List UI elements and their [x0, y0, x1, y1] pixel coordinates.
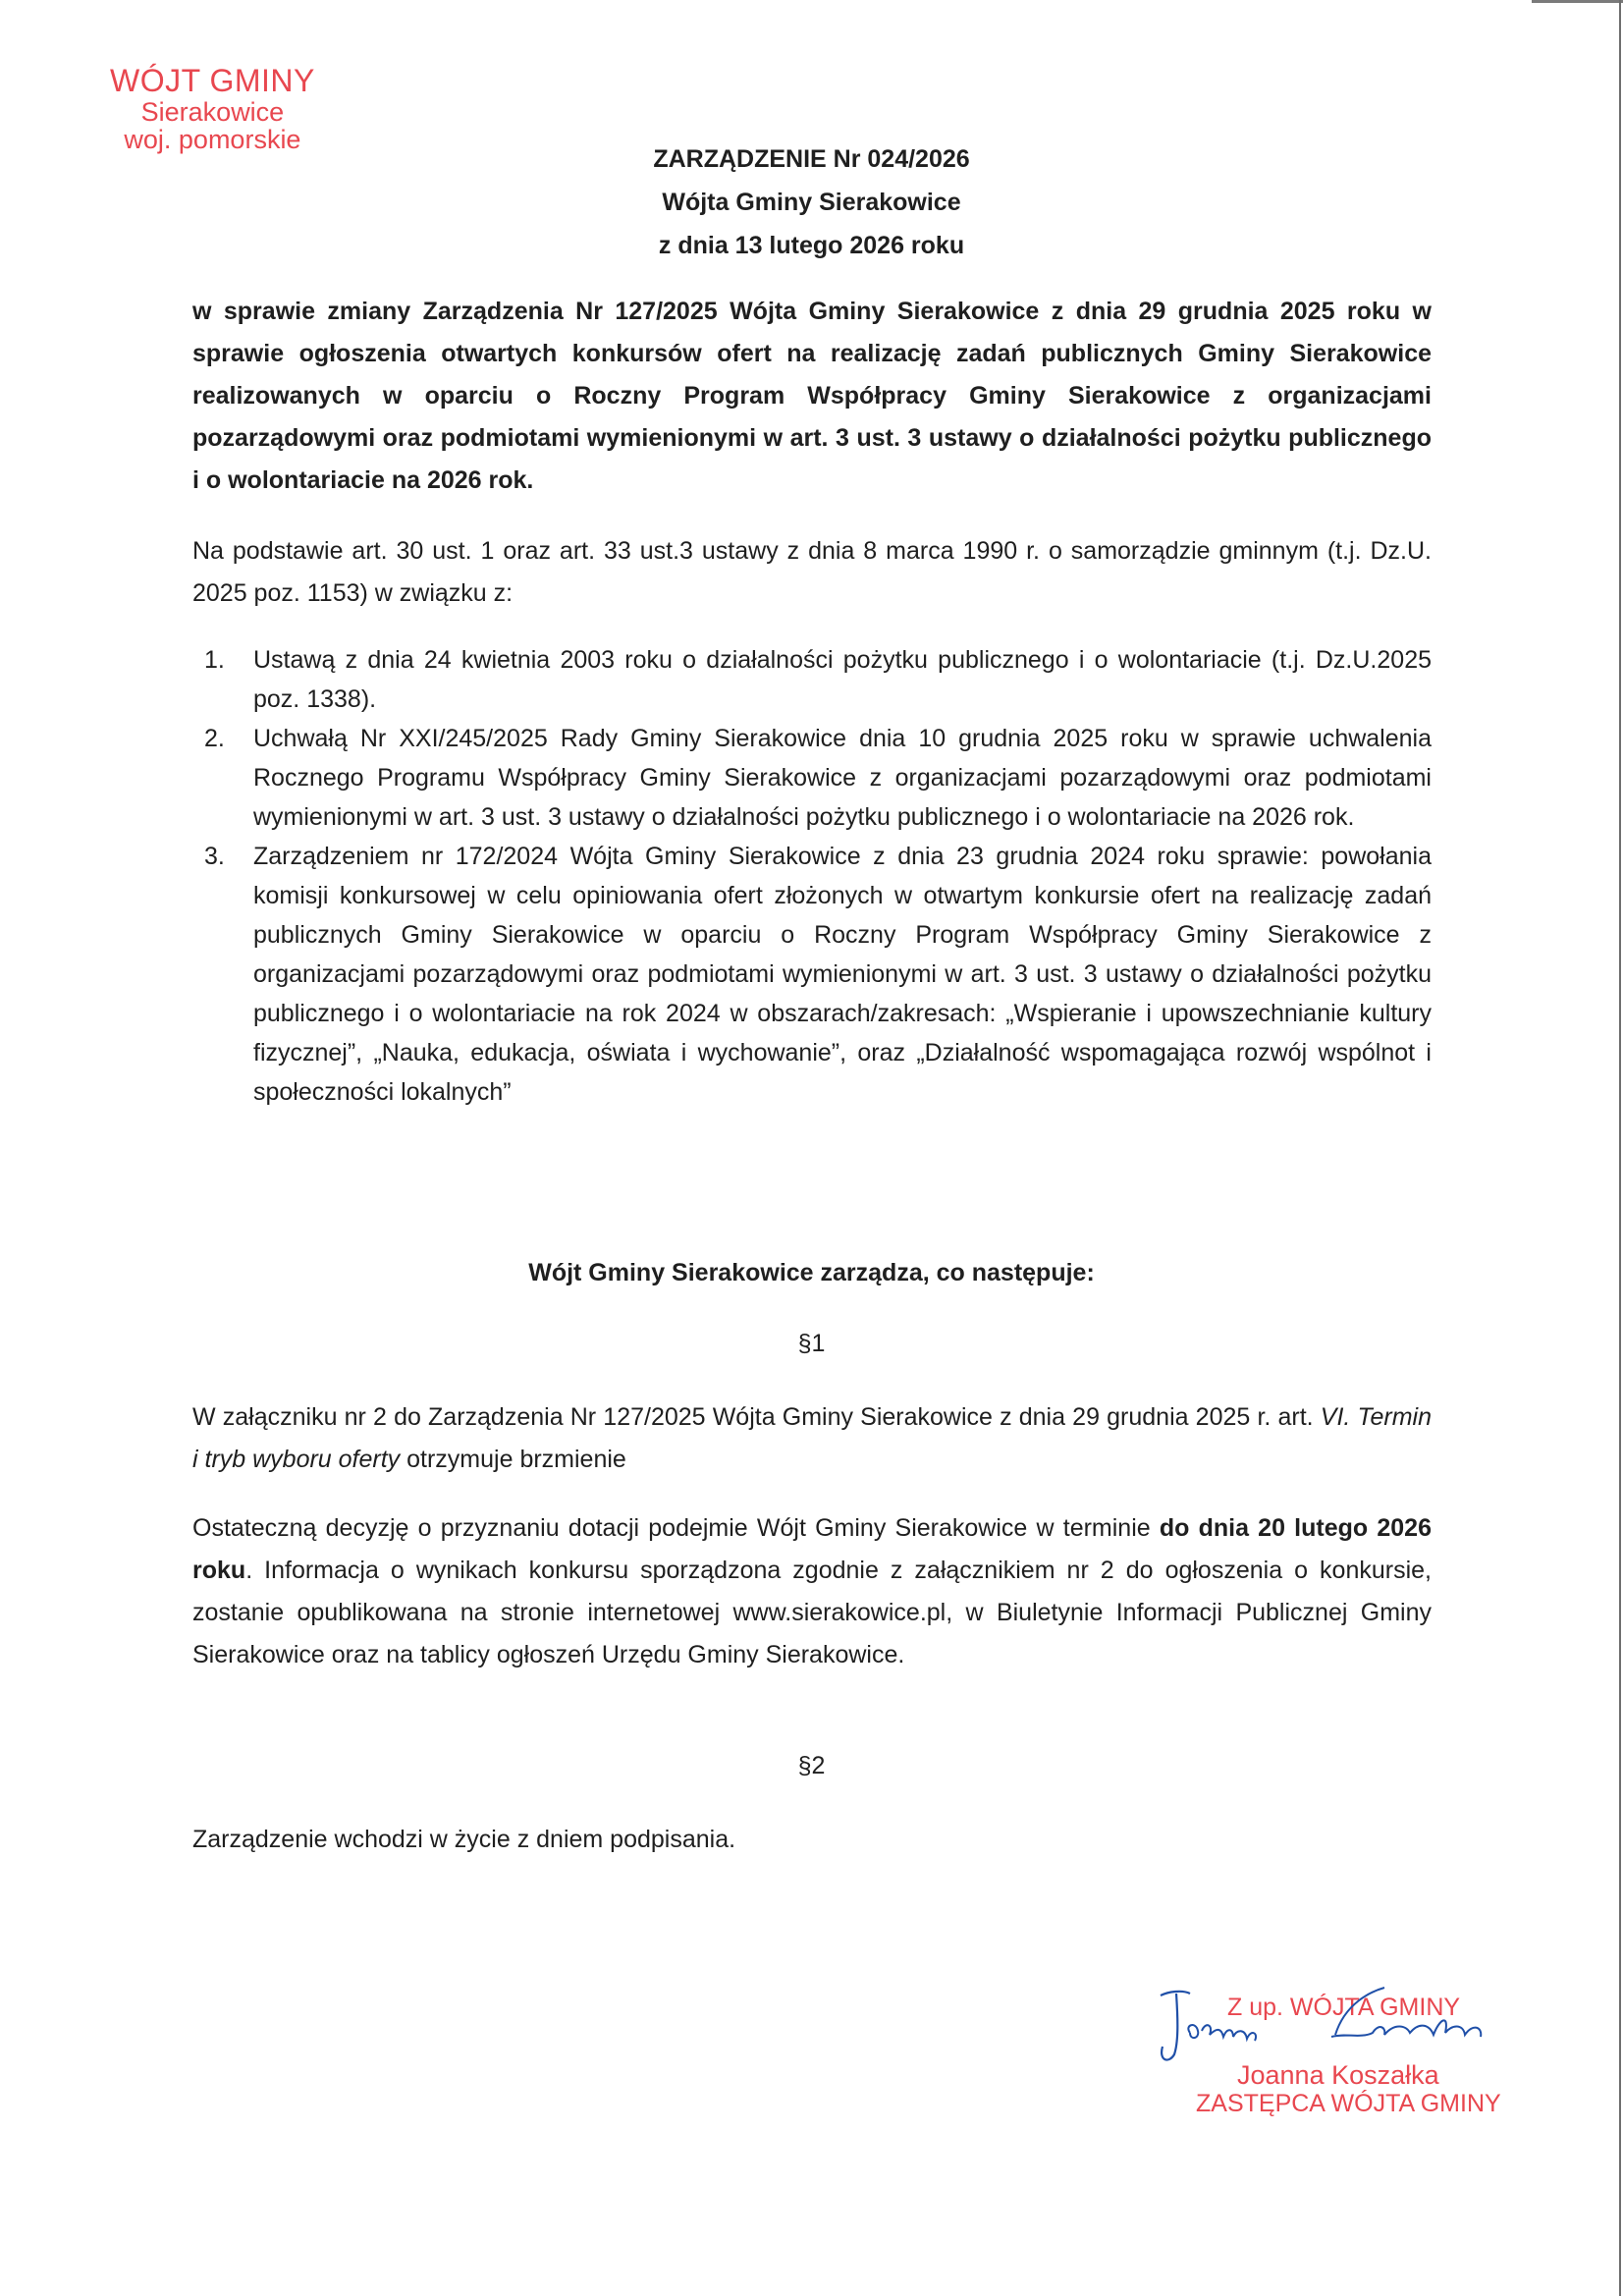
document-title: ZARZĄDZENIE Nr 024/2026 — [653, 145, 970, 173]
reference-item — [192, 719, 1432, 837]
document-header — [0, 137, 1623, 267]
reference-number: 3. — [204, 843, 225, 870]
section-1-body-start: Ostateczną decyzję o przyznaniu dotacji podejmie Wójt Gminy Sierakowice w terminie — [192, 1514, 1160, 1542]
reference-text: Ustawą z dnia 24 kwietnia 2003 roku o działalności pożytku publicznego i o wolontariacie (t.j. Dz.U.2025 poz. 1338). — [253, 646, 1432, 713]
stamp-line-2: Sierakowice — [140, 96, 285, 127]
signature-stamp-line: Z up. WÓJTA GMINY — [1227, 1994, 1461, 2021]
document-subject: w sprawie zmiany Zarządzenia Nr 127/2025 Wójta Gminy Sierakowice z dnia 29 grudnia 2025 roku w sprawie ogłoszenia otwartych konkursów ofert na realizację zadań publicznych Gminy Sierakowice realizowanych w oparciu o Roczny Program Współpracy Gminy Sierakowice z organizacjami pozarządowymi oraz podmiotami wymienionymi w art. 3 ust. 3 ustawy o działalności pożytku publicznego i o wolontariacie na 2026 rok. — [192, 298, 1432, 494]
section-1-body — [192, 1507, 1432, 1676]
section-1-body-end: . Informacja o wynikach konkursu sporządzona zgodnie z załącznikiem nr 2 do ogłoszenia o konkursie, zostanie opublikowana na stronie internetowej www.sierakowice.pl, w Biuletynie Informacji Publicznej Gminy Sierakowice oraz na tablicy ogłoszeń Urzędu Gminy Sierakowice. — [192, 1557, 1432, 1668]
signatory-name: Joanna Koszałka — [1237, 2060, 1439, 2090]
section-1-intro-text: W załączniku nr 2 do Zarządzenia Nr 127/2025 Wójta Gminy Sierakowice z dnia 29 grudnia 2025 r. art. — [192, 1403, 1314, 1431]
stamp-line-1: WÓJT GMINY — [110, 63, 315, 98]
legal-basis: Na podstawie art. 30 ust. 1 oraz art. 33 ust.3 ustawy z dnia 8 marca 1990 r. o samorządzie gminnym (t.j. Dz.U. 2025 poz. 1153) w związku z: — [192, 537, 1432, 607]
stamp-line-3: woj. pomorskie — [124, 124, 301, 154]
reference-number: 1. — [204, 646, 225, 674]
section-2-text: Zarządzenie wchodzi w życie z dniem podpisania. — [192, 1826, 736, 1853]
section-2-label: §2 — [797, 1752, 826, 1779]
signature-block — [1139, 1974, 1512, 2131]
references-list — [192, 640, 1432, 1112]
section-1-label: §1 — [797, 1330, 826, 1357]
reference-text: Zarządzeniem nr 172/2024 Wójta Gminy Sierakowice z dnia 23 grudnia 2024 roku sprawie: powołania komisji konkursowej w celu opiniowania ofert złożonych w otwartym konkursie ofert na realizację zadań publicznych Gminy Sierakowice w oparciu o Roczny Program Współpracy Gminy Sierakowice z organizacjami pozarządowymi oraz podmiotami wymienionymi w art. 3 ust. 3 ustawy o działalności pożytku publicznego i o wolontariacie na rok 2024 w obszarach/zakresach: „Wspieranie i upowszechnianie kultury fizycznej”, „Nauka, edukacja, oświata i wychowanie”, oraz „Działalność wspomagająca rozwój wspólnot i społeczności lokalnych” — [253, 843, 1432, 1106]
section-1-intro — [192, 1396, 1432, 1481]
reference-item — [192, 640, 1432, 719]
document-date: z dnia 13 lutego 2026 roku — [658, 232, 965, 259]
section-1-deadline: do dnia 20 lutego 2026 roku — [192, 1514, 1432, 1584]
document-issuer: Wójta Gminy Sierakowice — [662, 189, 961, 216]
reference-item — [192, 837, 1432, 1112]
scan-edge-right — [1619, 0, 1621, 2296]
scan-edge-top — [1532, 0, 1623, 3]
reference-text: Uchwałą Nr XXI/245/2025 Rady Gminy Sierakowice dnia 10 grudnia 2025 roku w sprawie uchwalenia Rocznego Programu Współpracy Gminy Sierakowice z organizacjami pozarządowymi oraz podmiotami wymienionymi w art. 3 ust. 3 ustawy o działalności pożytku publicznego i o wolontariacie na 2026 rok. — [253, 725, 1432, 831]
decree-intro: Wójt Gminy Sierakowice zarządza, co następuje: — [528, 1259, 1095, 1286]
reference-number: 2. — [204, 725, 225, 752]
section-1-intro-tail: otrzymuje brzmienie — [400, 1446, 626, 1473]
section-1-article-title: VI. Termin i tryb wyboru oferty — [192, 1403, 1432, 1473]
signatory-role: ZASTĘPCA WÓJTA GMINY — [1196, 2090, 1501, 2117]
